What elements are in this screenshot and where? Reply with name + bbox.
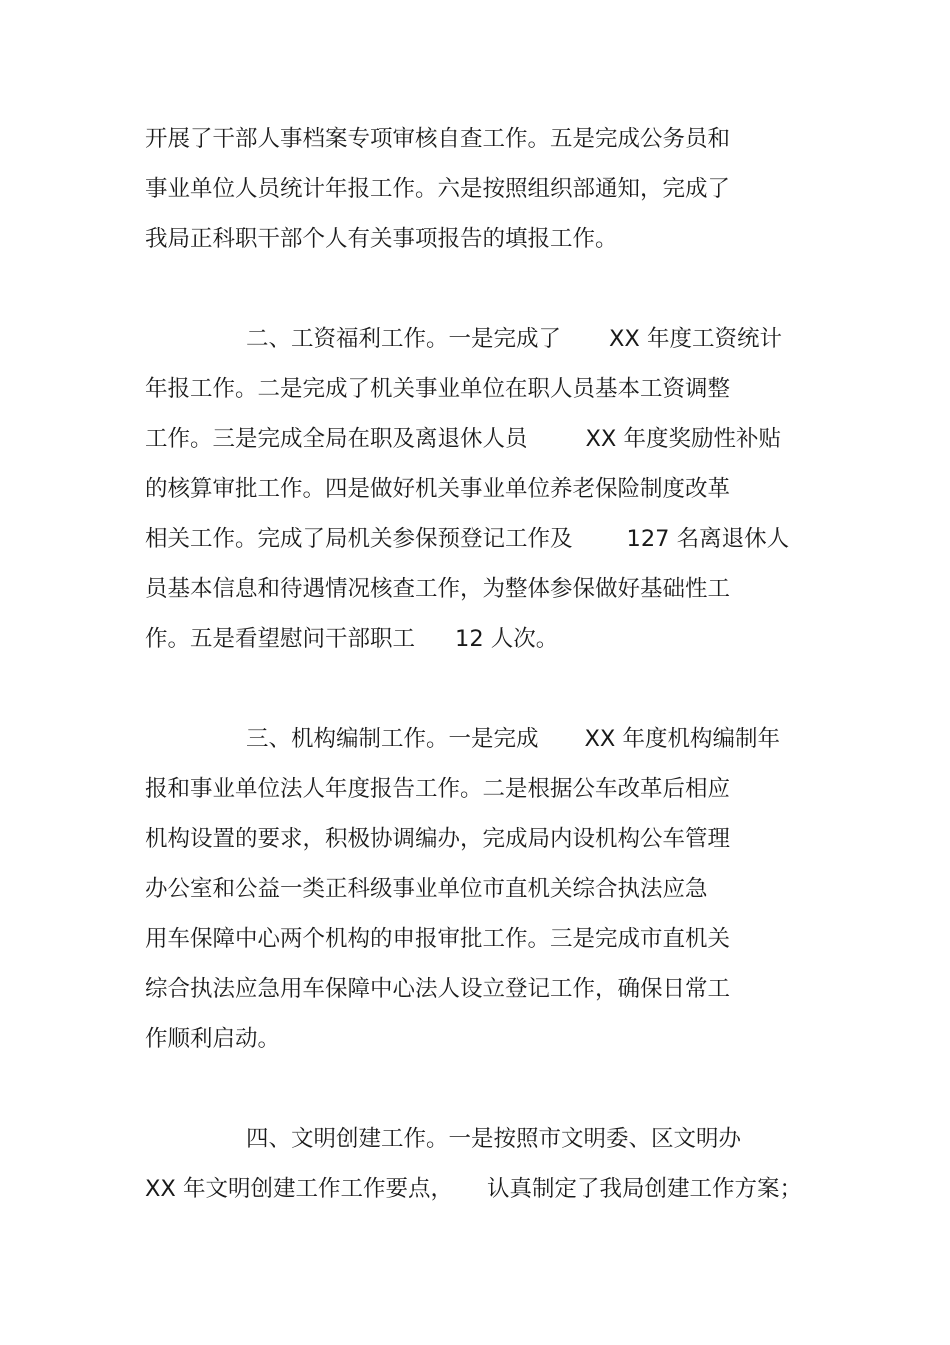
text-line xyxy=(145,222,618,256)
text-segment: 作顺利启动。 xyxy=(145,1026,281,1052)
text-line xyxy=(145,922,730,956)
text-line xyxy=(145,772,730,806)
text-segment: 办公室和公益一类正科级事业单位市直机关综合执法应急 xyxy=(145,876,708,902)
paragraph-heading-line xyxy=(246,1122,741,1156)
text-segment: 二、工资福利工作。一是完成了 xyxy=(246,326,562,352)
text-segment: 开展了干部人事档案专项审核自查工作。五是完成公务员和 xyxy=(145,126,731,152)
text-segment: 我局正科职干部个人有关事项报告的填报工作。 xyxy=(145,226,618,252)
text-segment: 的核算审批工作。四是做好机关事业单位养老保险制度改革 xyxy=(145,476,731,502)
text-line xyxy=(145,172,730,206)
text-line xyxy=(145,1022,280,1056)
paragraph-heading-line xyxy=(246,722,780,756)
text-segment: 127 名离退休人 xyxy=(626,526,790,552)
text-line xyxy=(145,822,730,856)
text-segment: 四、文明创建工作。一是按照市文明委、区文明办 xyxy=(246,1126,742,1152)
text-segment: XX 年度机构编制年 xyxy=(584,726,780,752)
text-segment: 报和事业单位法人年度报告工作。二是根据公车改革后相应 xyxy=(145,776,731,802)
text-line xyxy=(145,872,708,906)
text-line xyxy=(145,372,730,406)
text-segment: XX 年度工资统计 xyxy=(609,326,782,352)
text-segment: 事业单位人员统计年报工作。六是按照组织部通知，完成了 xyxy=(145,176,731,202)
text-line xyxy=(145,972,730,1006)
text-segment: 机构设置的要求，积极协调编办，完成局内设机构公车管理 xyxy=(145,826,731,852)
text-segment: 相关工作。完成了局机关参保预登记工作及 xyxy=(145,526,573,552)
text-segment: 认真制定了我局创建工作方案； xyxy=(486,1176,802,1202)
text-segment: 作。五是看望慰问干部职工 xyxy=(145,626,416,652)
text-line xyxy=(145,522,789,556)
text-line xyxy=(145,572,730,606)
paragraph-heading-line xyxy=(246,322,782,356)
text-line xyxy=(145,422,781,456)
text-segment: XX 年文明创建工作工作要点， xyxy=(145,1176,453,1202)
text-line xyxy=(145,122,730,156)
text-segment: 年报工作。二是完成了机关事业单位在职人员基本工资调整 xyxy=(145,376,731,402)
text-line xyxy=(145,622,558,656)
text-segment: 员基本信息和待遇情况核查工作，为整体参保做好基础性工 xyxy=(145,576,731,602)
text-segment: 三、机构编制工作。一是完成 xyxy=(246,726,539,752)
text-segment: 用车保障中心两个机构的申报审批工作。三是完成市直机关 xyxy=(145,926,731,952)
text-segment: 12 人次。 xyxy=(455,626,559,652)
text-segment: XX 年度奖励性补贴 xyxy=(585,426,781,452)
text-line xyxy=(145,472,730,506)
text-line xyxy=(145,1172,802,1206)
text-segment: 综合执法应急用车保障中心法人设立登记工作，确保日常工 xyxy=(145,976,731,1002)
text-segment: 工作。三是完成全局在职及离退休人员 xyxy=(145,426,528,452)
